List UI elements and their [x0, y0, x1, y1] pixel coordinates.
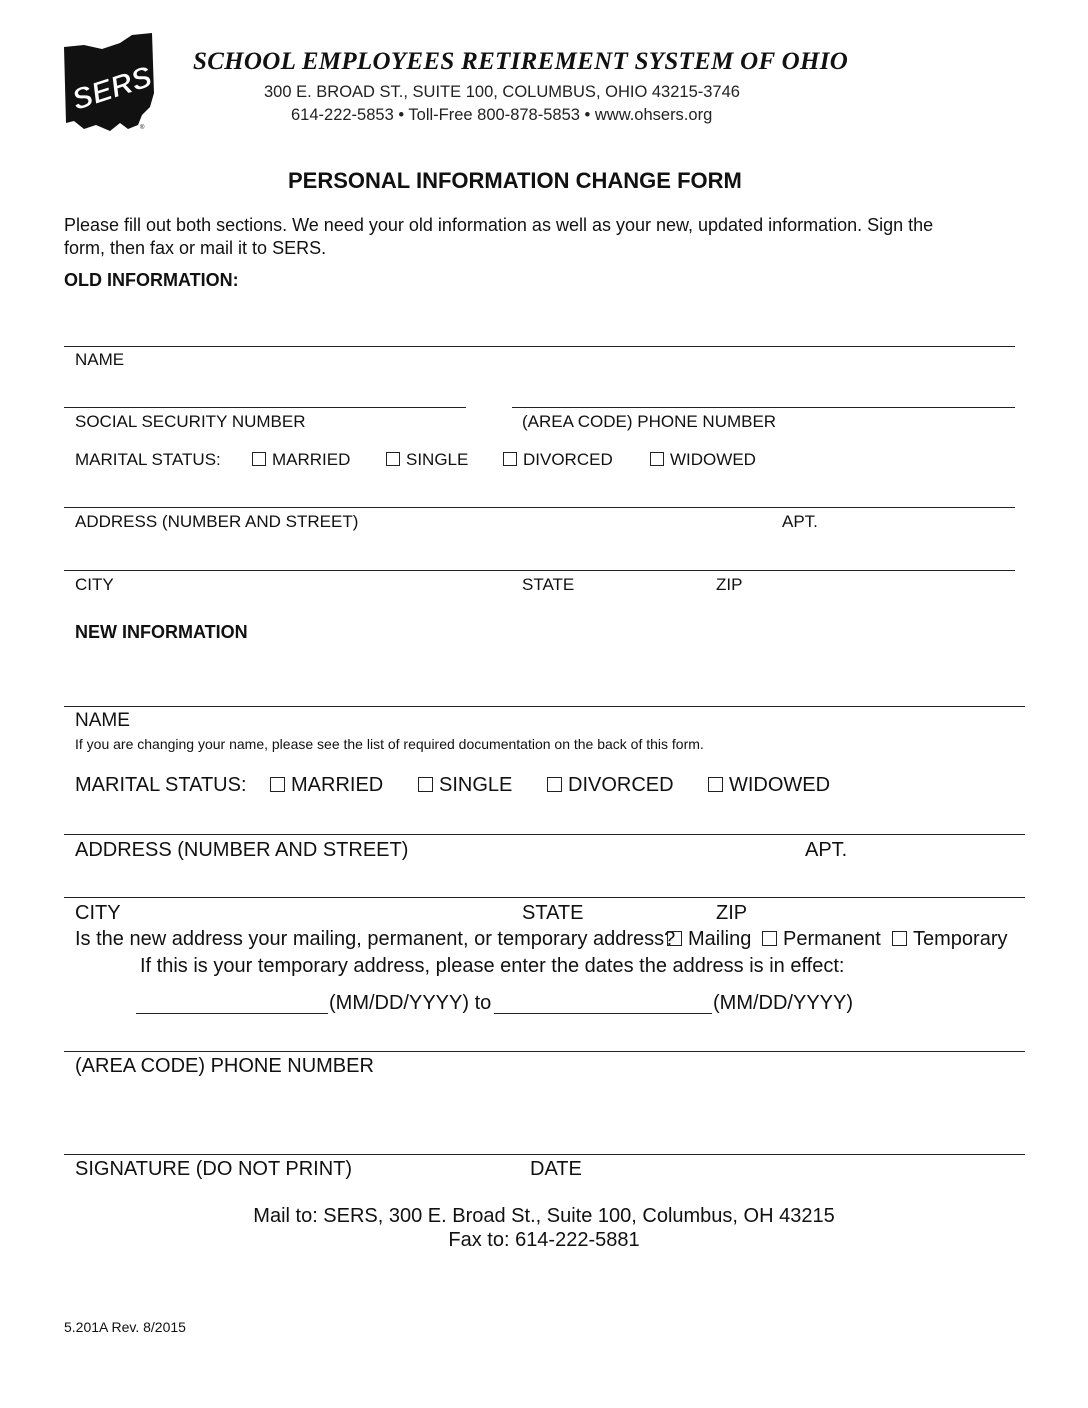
old-info-heading: OLD INFORMATION:: [64, 270, 239, 290]
checkbox-icon[interactable]: [762, 931, 777, 946]
old-marital-single[interactable]: SINGLE: [386, 450, 468, 470]
old-phone-line[interactable]: [512, 407, 1015, 408]
svg-text:SERS: SERS: [68, 60, 156, 118]
old-address-line[interactable]: [64, 507, 1015, 508]
new-marital-label: MARITAL STATUS:: [75, 774, 247, 796]
new-address-label: ADDRESS (NUMBER AND STREET): [75, 839, 409, 861]
checkbox-icon[interactable]: [547, 777, 562, 792]
old-city-line[interactable]: [64, 570, 1015, 571]
address-type-question: Is the new address your mailing, permanent, or temporary address?: [75, 928, 676, 950]
new-address-line[interactable]: [64, 834, 1025, 835]
address-type-mailing[interactable]: Mailing: [667, 928, 751, 951]
new-apt-label: APT.: [805, 839, 848, 861]
checkbox-icon[interactable]: [503, 452, 517, 466]
new-zip-label: ZIP: [716, 902, 748, 924]
old-phone-label: (AREA CODE) PHONE NUMBER: [522, 412, 777, 431]
new-marital-married[interactable]: MARRIED: [270, 774, 383, 797]
instructions-line-1: Please fill out both sections. We need your old information as well as your new, updated information. Sign the: [64, 215, 934, 235]
form-number: 5.201A Rev. 8/2015: [64, 1319, 186, 1335]
new-city-line[interactable]: [64, 897, 1025, 898]
fax-to: Fax to: 614-222-5881: [448, 1229, 640, 1251]
old-ssn-label: SOCIAL SECURITY NUMBER: [75, 412, 306, 431]
address-type-permanent[interactable]: Permanent: [762, 928, 881, 951]
temp-end-date-format: (MM/DD/YYYY): [713, 992, 853, 1014]
old-ssn-line[interactable]: [64, 407, 466, 408]
new-city-label: CITY: [75, 902, 121, 924]
old-apt-label: APT.: [782, 512, 818, 531]
old-marital-married[interactable]: MARRIED: [252, 450, 350, 470]
checkbox-icon[interactable]: [708, 777, 723, 792]
new-name-label: NAME: [75, 710, 130, 731]
svg-text:®: ®: [140, 125, 145, 131]
checkbox-icon[interactable]: [892, 931, 907, 946]
old-marital-label: MARITAL STATUS:: [75, 450, 221, 469]
new-name-note: If you are changing your name, please see the list of required documentation on the back of this form.: [75, 736, 704, 752]
instructions-line-2: form, then fax or mail it to SERS.: [64, 238, 327, 258]
new-state-label: STATE: [522, 902, 584, 924]
new-info-heading: NEW INFORMATION: [75, 622, 248, 642]
signature-label: SIGNATURE (DO NOT PRINT): [75, 1158, 353, 1180]
signature-line[interactable]: [64, 1154, 1025, 1155]
form-title: PERSONAL INFORMATION CHANGE FORM: [288, 168, 742, 193]
old-city-label: CITY: [75, 575, 114, 594]
old-marital-divorced[interactable]: DIVORCED: [503, 450, 613, 470]
temp-end-date-line[interactable]: [494, 1013, 712, 1014]
old-name-label: NAME: [75, 350, 125, 369]
date-label: DATE: [530, 1158, 582, 1180]
new-phone-line[interactable]: [64, 1051, 1025, 1052]
old-address-label: ADDRESS (NUMBER AND STREET): [75, 512, 359, 531]
temp-address-note: If this is your temporary address, please enter the dates the address is in effect:: [140, 955, 845, 977]
checkbox-icon[interactable]: [418, 777, 433, 792]
new-name-line[interactable]: [64, 706, 1025, 707]
org-contact: 614-222-5853 • Toll-Free 800-878-5853 • www.ohsers.org: [291, 106, 713, 124]
old-marital-widowed[interactable]: WIDOWED: [650, 450, 756, 470]
old-name-line[interactable]: [64, 346, 1015, 347]
old-state-label: STATE: [522, 575, 575, 594]
org-name: SCHOOL EMPLOYEES RETIREMENT SYSTEM OF OHIO: [193, 48, 849, 75]
checkbox-icon[interactable]: [386, 452, 400, 466]
old-zip-label: ZIP: [716, 575, 743, 594]
new-marital-widowed[interactable]: WIDOWED: [708, 774, 830, 797]
temp-start-date-line[interactable]: [136, 1013, 328, 1014]
org-address: 300 E. BROAD ST., SUITE 100, COLUMBUS, OHIO 43215-3746: [264, 83, 740, 101]
checkbox-icon[interactable]: [270, 777, 285, 792]
checkbox-icon[interactable]: [650, 452, 664, 466]
checkbox-icon[interactable]: [667, 931, 682, 946]
new-marital-divorced[interactable]: DIVORCED: [547, 774, 674, 797]
checkbox-icon[interactable]: [252, 452, 266, 466]
temp-start-date-format: (MM/DD/YYYY) to: [329, 992, 492, 1014]
new-phone-label: (AREA CODE) PHONE NUMBER: [75, 1055, 374, 1077]
sers-ohio-logo: [62, 33, 156, 131]
new-marital-single[interactable]: SINGLE: [418, 774, 512, 797]
mail-to: Mail to: SERS, 300 E. Broad St., Suite 100, Columbus, OH 43215: [253, 1205, 835, 1227]
address-type-temporary[interactable]: Temporary: [892, 928, 1007, 951]
